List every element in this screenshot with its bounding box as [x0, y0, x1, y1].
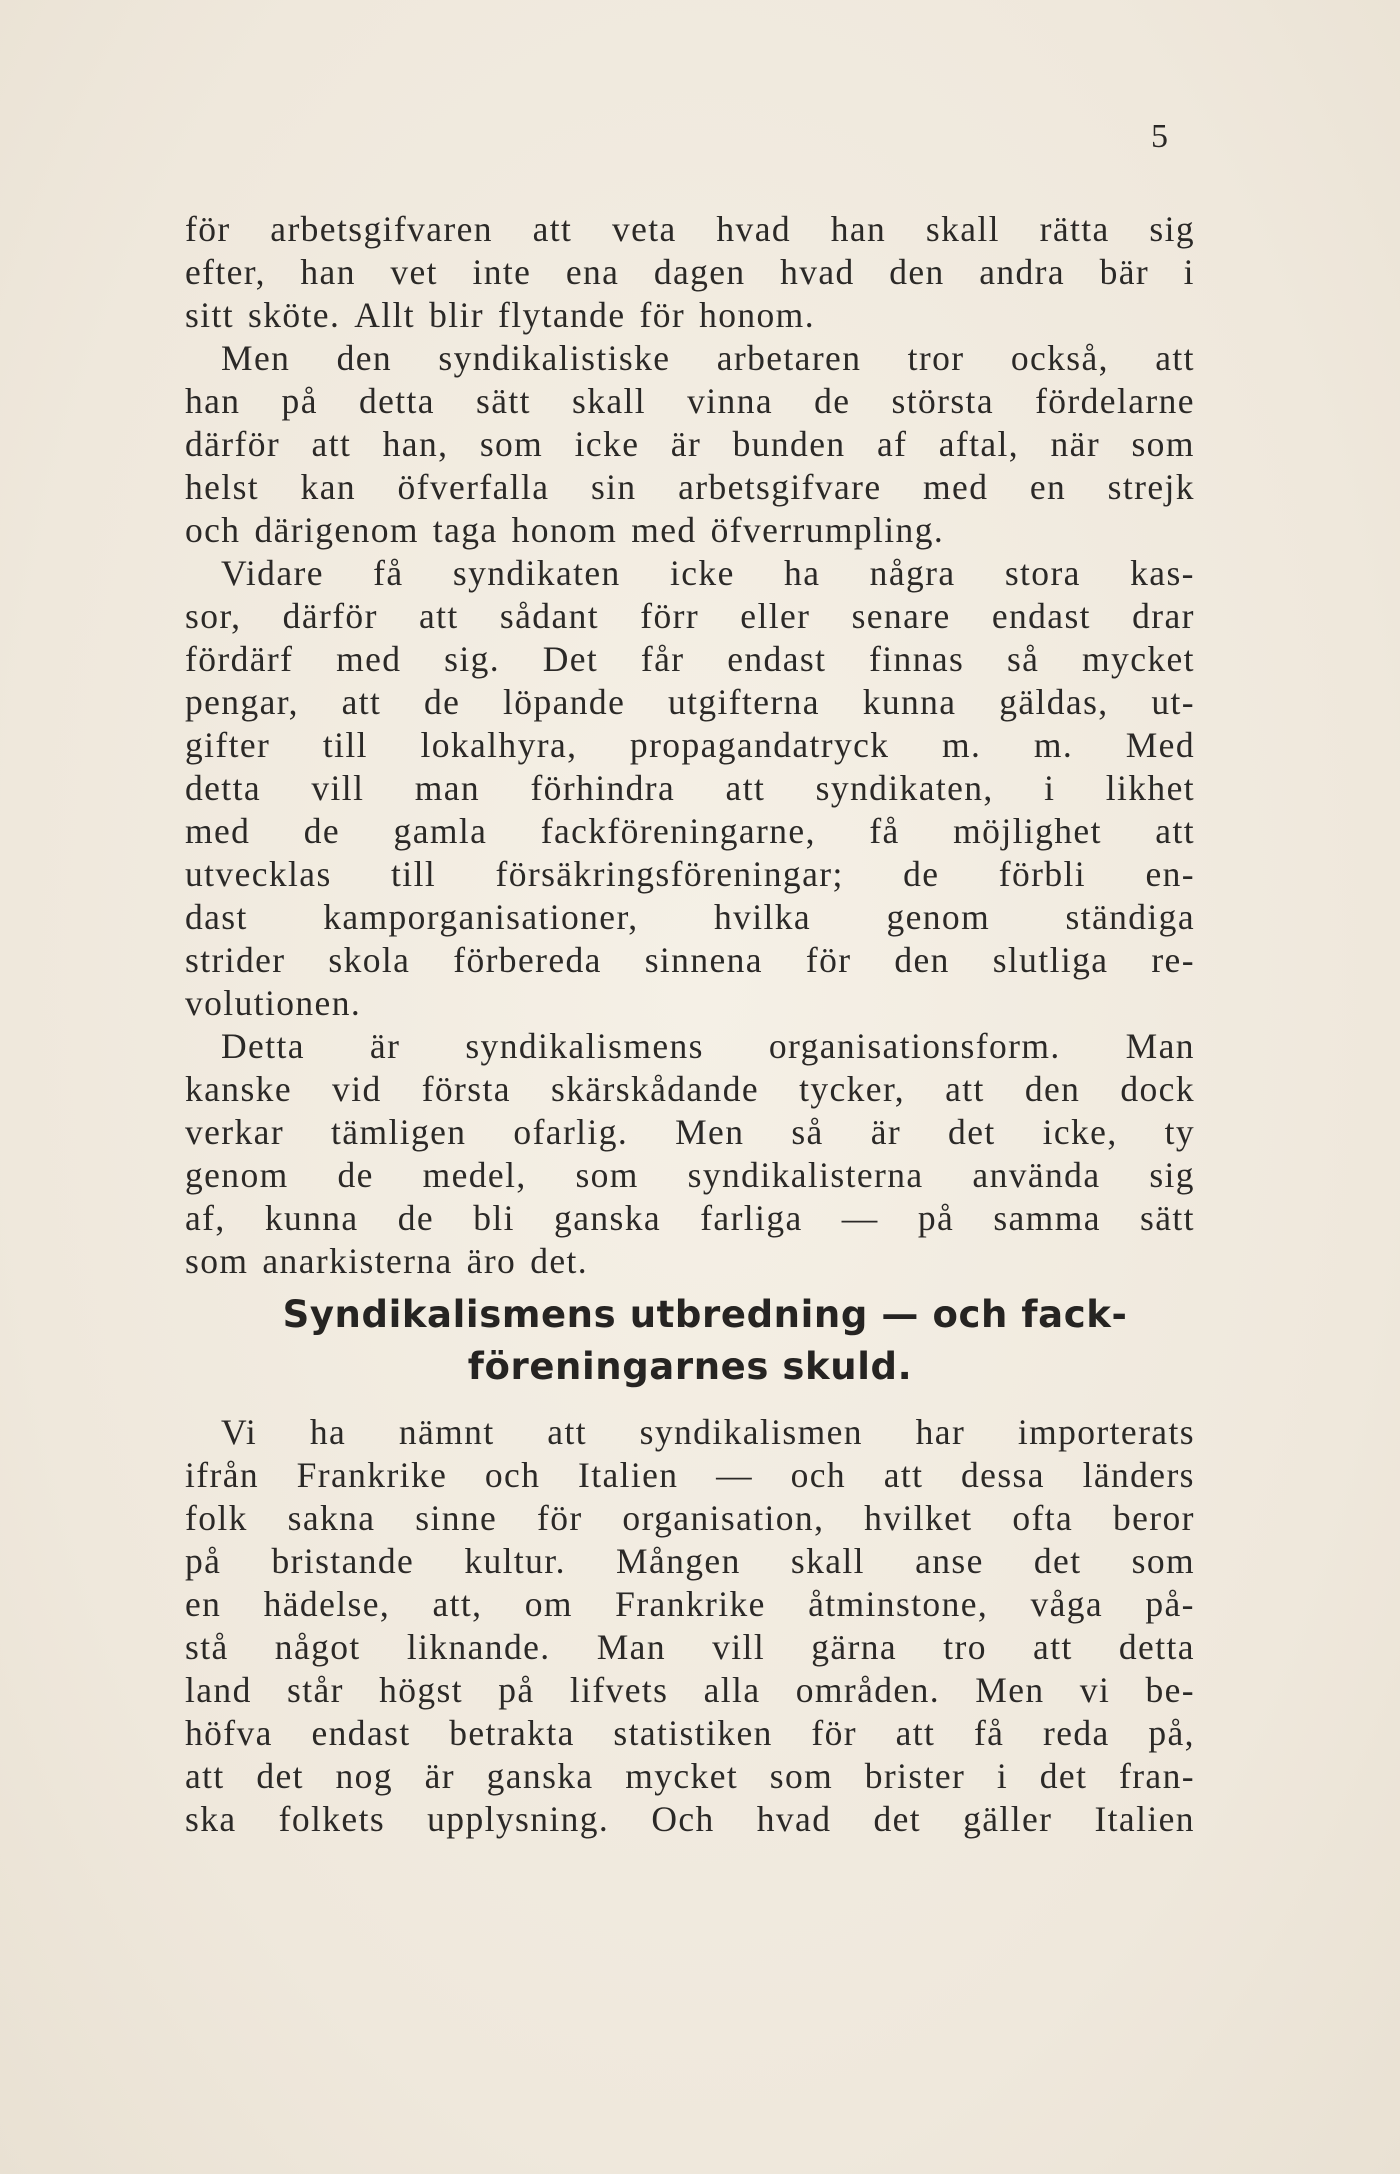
text-line: att det nog är ganska mycket som brister i det fran-: [185, 1756, 1195, 1796]
page-number: 5: [1151, 118, 1168, 155]
text-line: kanske vid första skärskådande tycker, att den dock: [185, 1069, 1195, 1109]
text-line: med de gamla fackföreningarne, få möjlighet att: [185, 811, 1195, 851]
text-line: ifrån Frankrike och Italien — och att dessa länders: [185, 1455, 1195, 1495]
text-line: af, kunna de bli ganska farliga — på samma sätt: [185, 1198, 1195, 1238]
text-line: sor, därför att sådant förr eller senare endast drar: [185, 596, 1195, 636]
text-line: helst kan öfverfalla sin arbetsgifvare med en strejk: [185, 467, 1195, 507]
text-line: folk sakna sinne för organisation, hvilket ofta beror: [185, 1498, 1195, 1538]
text-line: en hädelse, att, om Frankrike åtminstone, våga på-: [185, 1584, 1195, 1624]
heading-line-1: Syndikalismens utbredning — och fack-: [282, 1293, 1128, 1336]
text-line: Detta är syndikalismens organisationsform. Man: [221, 1026, 1195, 1066]
text-line: för arbetsgifvaren att veta hvad han skall rätta sig: [185, 209, 1195, 249]
text-line: fördärf med sig. Det får endast finnas så mycket: [185, 639, 1195, 679]
text-line: verkar tämligen ofarlig. Men så är det icke, ty: [185, 1112, 1195, 1152]
text-line: Vidare få syndikaten icke ha några stora kas-: [221, 553, 1195, 593]
text-line: därför att han, som icke är bunden af aftal, när som: [185, 424, 1195, 464]
text-line: strider skola förbereda sinnena för den slutliga re-: [185, 940, 1195, 980]
text-line: och därigenom taga honom med öfverrumpling.: [185, 510, 945, 550]
text-line: stå något liknande. Man vill gärna tro att detta: [185, 1627, 1195, 1667]
text-line: volutionen.: [185, 983, 362, 1023]
text-line: sitt sköte. Allt blir flytande för honom.: [185, 295, 815, 335]
paragraph-block-1: [185, 208, 1195, 1283]
text-line: Vi ha nämnt att syndikalismen har importerats: [221, 1412, 1195, 1452]
text-line: dast kamporganisationer, hvilka genom ständiga: [185, 897, 1195, 937]
text-line: land står högst på lifvets alla områden. Men vi be-: [185, 1670, 1195, 1710]
text-line: som anarkisterna äro det.: [185, 1241, 589, 1281]
text-line: gifter till lokalhyra, propagandatryck m. m. Med: [185, 725, 1195, 765]
paragraph-block-2: [185, 1411, 1195, 1841]
text-line: på bristande kultur. Mången skall anse det som: [185, 1541, 1195, 1581]
section-heading: [185, 1289, 1195, 1393]
text-line: Men den syndikalistiske arbetaren tror också, att: [221, 338, 1195, 378]
text-line: pengar, att de löpande utgifterna kunna gäldas, ut-: [185, 682, 1195, 722]
text-line: genom de medel, som syndikalisterna använda sig: [185, 1155, 1195, 1195]
heading-line-2: föreningarnes skuld.: [467, 1345, 913, 1388]
text-line: höfva endast betrakta statistiken för att få reda på,: [185, 1713, 1195, 1753]
text-line: han på detta sätt skall vinna de största fördelarne: [185, 381, 1195, 421]
text-line: ska folkets upplysning. Och hvad det gäller Italien: [185, 1799, 1195, 1839]
text-line: efter, han vet inte ena dagen hvad den andra bär i: [185, 252, 1195, 292]
text-line: utvecklas till försäkringsföreningar; de förbli en-: [185, 854, 1195, 894]
text-line: detta vill man förhindra att syndikaten, i likhet: [185, 768, 1195, 808]
